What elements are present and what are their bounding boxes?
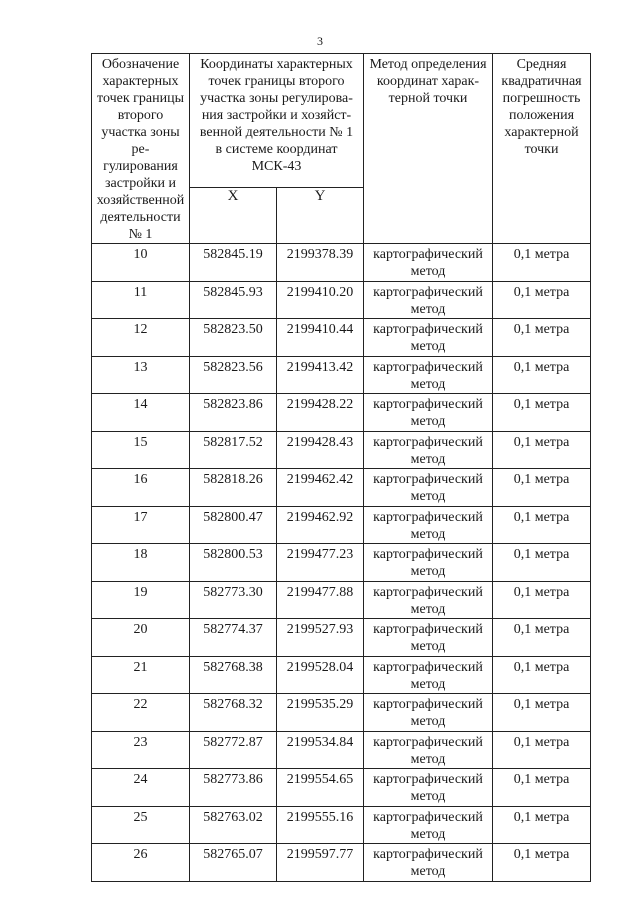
coordinate-x: 582773.86 xyxy=(190,769,277,807)
error-value: 0,1 метра xyxy=(493,844,591,882)
coordinate-x: 582763.02 xyxy=(190,806,277,844)
coordinate-y: 2199378.39 xyxy=(277,244,364,282)
method-line: картографический xyxy=(373,809,483,825)
header-row-top xyxy=(92,54,591,188)
table-row xyxy=(92,544,591,582)
table-row xyxy=(92,394,591,432)
coordinate-x: 582823.50 xyxy=(190,319,277,357)
table-row xyxy=(92,844,591,882)
method-cell xyxy=(364,694,493,732)
method-line: картографический xyxy=(373,734,483,750)
method-line: метод xyxy=(410,301,446,317)
error-value: 0,1 метра xyxy=(493,244,591,282)
table-row xyxy=(92,806,591,844)
coordinate-x: 582818.26 xyxy=(190,469,277,507)
error-value: 0,1 метра xyxy=(493,506,591,544)
method-line: картографический xyxy=(373,397,483,412)
coordinate-x: 582772.87 xyxy=(190,731,277,769)
point-number: 13 xyxy=(92,356,190,394)
header-method: Метод определения координат харак- терной точки xyxy=(364,54,493,244)
coordinate-x: 582768.32 xyxy=(190,694,277,732)
point-number: 23 xyxy=(92,731,190,769)
table-row xyxy=(92,619,591,657)
point-number: 15 xyxy=(92,431,190,469)
coordinate-x: 582823.56 xyxy=(190,356,277,394)
coordinate-x: 582823.86 xyxy=(190,394,277,432)
coordinate-y: 2199534.84 xyxy=(277,731,364,769)
header-designation: Обозначение характерных точек границы второго участка зоны ре- гулирования застройки и хозяйственной деятельности № 1 xyxy=(92,54,190,244)
table-row xyxy=(92,656,591,694)
method-line: картографический xyxy=(373,247,483,262)
point-number: 18 xyxy=(92,544,190,582)
method-line: метод xyxy=(410,376,446,392)
table-row xyxy=(92,581,591,619)
method-cell xyxy=(364,731,493,769)
method-line: метод xyxy=(410,526,446,542)
coordinate-x: 582800.53 xyxy=(190,544,277,582)
method-line: картографический xyxy=(373,472,483,487)
coordinate-x: 582768.38 xyxy=(190,656,277,694)
point-number: 21 xyxy=(92,656,190,694)
coordinate-y: 2199555.16 xyxy=(277,806,364,844)
header-x: X xyxy=(190,188,277,244)
error-value: 0,1 метра xyxy=(493,581,591,619)
coordinate-x: 582765.07 xyxy=(190,844,277,882)
coordinate-y: 2199410.44 xyxy=(277,319,364,357)
table-row xyxy=(92,319,591,357)
method-line: метод xyxy=(410,564,446,579)
table-row xyxy=(92,281,591,319)
error-value: 0,1 метра xyxy=(493,356,591,394)
coordinate-y: 2199477.23 xyxy=(277,544,364,582)
method-cell xyxy=(364,469,493,507)
point-number: 20 xyxy=(92,619,190,657)
method-line: метод xyxy=(410,414,446,429)
header-coordinates: Координаты характерных точек границы второго участка зоны регулирова- ния застройки и хозяйст- венной деятельности № 1 в системе координат МСК-43 xyxy=(190,54,364,188)
method-cell xyxy=(364,281,493,319)
header-y: Y xyxy=(277,188,364,244)
method-cell xyxy=(364,806,493,844)
table-row xyxy=(92,694,591,732)
method-cell xyxy=(364,656,493,694)
method-line: картографический xyxy=(373,547,483,562)
method-line: метод xyxy=(410,489,446,504)
coordinate-y: 2199413.42 xyxy=(277,356,364,394)
error-value: 0,1 метра xyxy=(493,469,591,507)
error-value: 0,1 метра xyxy=(493,694,591,732)
coordinate-y: 2199462.92 xyxy=(277,506,364,544)
method-line: картографический xyxy=(373,434,483,450)
point-number: 19 xyxy=(92,581,190,619)
coordinate-x: 582773.30 xyxy=(190,581,277,619)
coordinate-y: 2199428.43 xyxy=(277,431,364,469)
table-row xyxy=(92,769,591,807)
coordinate-x: 582845.93 xyxy=(190,281,277,319)
error-value: 0,1 метра xyxy=(493,731,591,769)
coordinate-y: 2199597.77 xyxy=(277,844,364,882)
point-number: 10 xyxy=(92,244,190,282)
method-line: метод xyxy=(410,451,446,467)
method-line: картографический xyxy=(373,772,483,787)
method-cell xyxy=(364,506,493,544)
method-cell xyxy=(364,244,493,282)
table-row xyxy=(92,469,591,507)
coordinate-y: 2199462.42 xyxy=(277,469,364,507)
method-line: картографический xyxy=(373,509,483,525)
table-row xyxy=(92,356,591,394)
table-body xyxy=(92,244,591,882)
error-value: 0,1 метра xyxy=(493,806,591,844)
error-value: 0,1 метра xyxy=(493,769,591,807)
error-value: 0,1 метра xyxy=(493,431,591,469)
coordinate-x: 582800.47 xyxy=(190,506,277,544)
point-number: 16 xyxy=(92,469,190,507)
table-row xyxy=(92,731,591,769)
method-cell xyxy=(364,581,493,619)
method-line: картографический xyxy=(373,359,483,375)
coordinate-y: 2199527.93 xyxy=(277,619,364,657)
method-line: метод xyxy=(410,789,446,804)
method-cell xyxy=(364,619,493,657)
coordinate-x: 582817.52 xyxy=(190,431,277,469)
method-line: метод xyxy=(410,264,446,279)
coordinate-y: 2199535.29 xyxy=(277,694,364,732)
method-cell xyxy=(364,319,493,357)
method-line: метод xyxy=(410,601,446,617)
method-cell xyxy=(364,844,493,882)
method-line: картографический xyxy=(373,847,483,862)
point-number: 26 xyxy=(92,844,190,882)
point-number: 22 xyxy=(92,694,190,732)
coordinate-y: 2199528.04 xyxy=(277,656,364,694)
point-number: 12 xyxy=(92,319,190,357)
header-error: Средняя квадратичная погрешность положения характерной точки xyxy=(493,54,591,244)
error-value: 0,1 метра xyxy=(493,619,591,657)
method-line: картографический xyxy=(373,659,483,675)
method-cell xyxy=(364,431,493,469)
table-row xyxy=(92,431,591,469)
coordinate-y: 2199477.88 xyxy=(277,581,364,619)
coordinate-y: 2199554.65 xyxy=(277,769,364,807)
coordinate-x: 582774.37 xyxy=(190,619,277,657)
coordinate-x: 582845.19 xyxy=(190,244,277,282)
error-value: 0,1 метра xyxy=(493,319,591,357)
point-number: 24 xyxy=(92,769,190,807)
method-cell xyxy=(364,769,493,807)
coordinate-y: 2199410.20 xyxy=(277,281,364,319)
method-line: метод xyxy=(410,826,446,842)
point-number: 25 xyxy=(92,806,190,844)
error-value: 0,1 метра xyxy=(493,394,591,432)
error-value: 0,1 метра xyxy=(493,656,591,694)
error-value: 0,1 метра xyxy=(493,281,591,319)
method-line: картографический xyxy=(373,697,483,712)
method-line: картографический xyxy=(373,584,483,600)
method-cell xyxy=(364,356,493,394)
point-number: 11 xyxy=(92,281,190,319)
error-value: 0,1 метра xyxy=(493,544,591,582)
method-line: метод xyxy=(410,714,446,729)
table-row xyxy=(92,244,591,282)
method-line: метод xyxy=(410,639,446,654)
page-number: 3 xyxy=(317,34,323,48)
method-line: метод xyxy=(410,676,446,692)
point-number: 14 xyxy=(92,394,190,432)
method-line: картографический xyxy=(373,622,483,637)
method-line: картографический xyxy=(373,322,483,337)
point-number: 17 xyxy=(92,506,190,544)
method-line: метод xyxy=(410,339,446,354)
table-row xyxy=(92,506,591,544)
method-line: картографический xyxy=(373,284,483,300)
method-line: метод xyxy=(410,751,446,767)
coordinate-y: 2199428.22 xyxy=(277,394,364,432)
method-line: метод xyxy=(410,864,446,879)
method-cell xyxy=(364,394,493,432)
coordinates-table xyxy=(91,53,591,882)
method-cell xyxy=(364,544,493,582)
